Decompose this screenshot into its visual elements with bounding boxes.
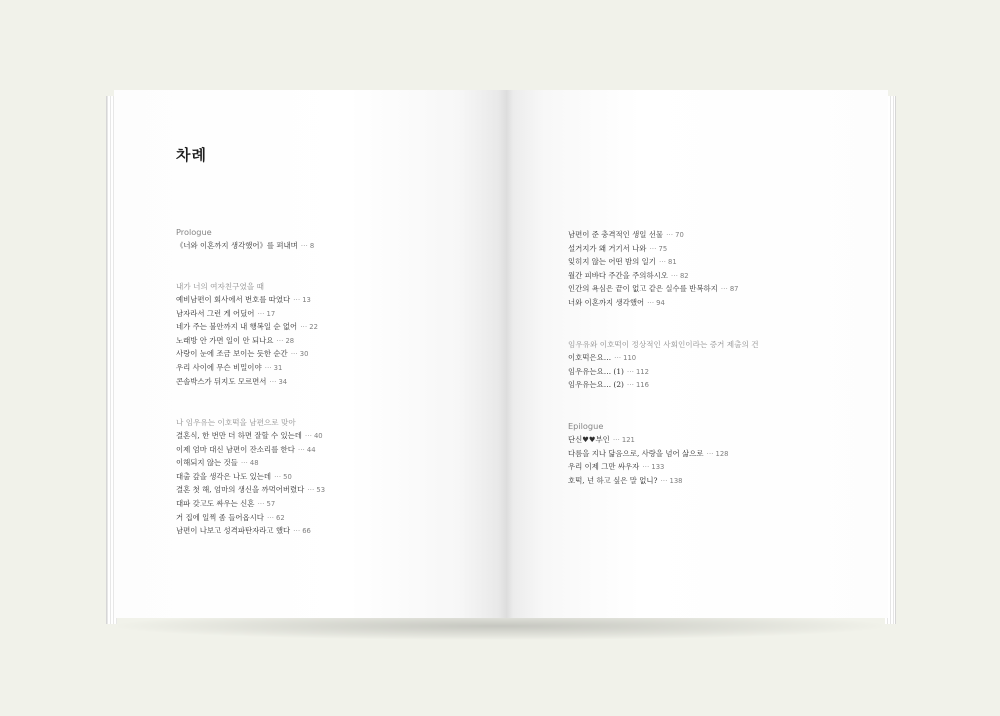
list-item	[176, 320, 318, 334]
entry-page: 133	[651, 463, 665, 472]
list-item	[176, 293, 318, 307]
list-item	[176, 239, 314, 253]
toc-section-part3	[568, 338, 759, 392]
entry-title: 대파 갖고도 싸우는 신혼	[176, 498, 255, 508]
list-item	[568, 228, 738, 242]
entry-page: 31	[273, 363, 283, 372]
entry-page: 70	[675, 231, 684, 239]
entry-page: 13	[302, 296, 311, 304]
entry-title: 월간 피바다 주간을 주의하시오	[568, 270, 668, 280]
toc-section-part1	[176, 280, 318, 388]
list-item	[176, 334, 318, 348]
section-heading: 임우유와 이호떡이 정상적인 사회인이라는 증거 제출의 건	[568, 340, 759, 349]
section-heading: Epilogue	[568, 421, 604, 431]
leader-dots: ···	[290, 349, 298, 359]
list-item	[568, 351, 759, 365]
list-item	[568, 378, 759, 392]
entry-title: 우리 이제 그만 싸우자	[568, 462, 640, 472]
entry-title: 남편이 나보고 성격파탄자라고 했다	[176, 526, 291, 536]
list-item	[568, 433, 729, 447]
entry-title: 설거지가 왜 거기서 나와	[568, 243, 647, 253]
leader-dots: ···	[293, 526, 301, 536]
section-heading: 내가 너의 여자친구였을 때	[176, 282, 264, 291]
entry-page: 81	[668, 258, 677, 267]
entry-title: 네가 주는 불안까지 내 행복일 순 없어	[176, 322, 298, 332]
entry-title: 임우유는요… (1)	[568, 366, 624, 376]
list-item	[176, 483, 325, 497]
entry-page: 121	[621, 436, 635, 444]
leader-dots: ···	[660, 475, 668, 485]
entry-page: 87	[729, 285, 739, 294]
list-item	[568, 269, 738, 283]
entry-page: 66	[302, 527, 311, 536]
leader-dots: ···	[658, 257, 666, 267]
entry-page: 62	[276, 513, 285, 522]
entry-page: 82	[679, 271, 689, 280]
open-book	[106, 90, 896, 630]
list-item	[568, 255, 738, 269]
entry-title: 거 집에 일찍 좀 들어옵시다	[176, 512, 264, 522]
entry-page: 30	[299, 350, 309, 359]
entry-page: 110	[623, 354, 637, 362]
list-item	[568, 296, 738, 310]
list-item	[176, 307, 318, 321]
list-item	[176, 456, 325, 470]
leader-dots: ···	[647, 297, 655, 307]
list-item	[568, 365, 759, 379]
leader-dots: ···	[264, 362, 272, 372]
entry-title: 우리 사이에 무슨 비밀이야	[176, 362, 262, 372]
entry-page: 50	[283, 472, 292, 481]
section-heading: 나 임우유는 이호떡을 남편으로 맞아	[176, 418, 296, 427]
entry-page: 22	[309, 323, 318, 332]
leader-dots: ···	[307, 485, 315, 495]
leader-dots: ···	[642, 462, 650, 472]
list-item	[176, 347, 318, 361]
leader-dots: ···	[300, 322, 308, 332]
section-heading: Prologue	[176, 227, 212, 237]
entry-page: 53	[316, 486, 326, 495]
leader-dots: ···	[257, 308, 265, 318]
leader-dots: ···	[274, 471, 282, 481]
leader-dots: ···	[293, 295, 301, 304]
list-item	[176, 470, 325, 484]
leader-dots: ···	[300, 241, 308, 250]
entry-page: 40	[313, 432, 323, 440]
leader-dots: ···	[266, 512, 274, 522]
entry-page: 116	[635, 381, 649, 390]
entry-page: 128	[715, 449, 729, 458]
list-item	[176, 429, 325, 443]
entry-title: 잊히지 않는 어떤 밤의 일기	[568, 257, 656, 267]
leader-dots: ···	[276, 335, 284, 345]
leader-dots: ···	[666, 230, 674, 239]
leader-dots: ···	[626, 366, 634, 376]
toc-section-part2-cont	[568, 228, 738, 310]
list-item	[176, 511, 325, 525]
toc-section-part2	[176, 416, 325, 538]
toc-title: 차례	[176, 146, 207, 164]
entry-page: 138	[669, 476, 683, 485]
list-item	[568, 460, 729, 474]
entry-title: 예비남편이 회사에서 번호를 따였다	[176, 295, 291, 304]
toc-section-prologue	[176, 226, 314, 253]
entry-page: 17	[266, 309, 276, 318]
leader-dots: ···	[706, 448, 714, 458]
entry-title: 인간의 욕심은 끝이 없고 같은 실수를 반복하지	[568, 284, 718, 294]
entry-title: 너와 이혼까지 생각했어	[568, 297, 645, 307]
entry-title: 사랑이 눈에 조금 보이는 듯한 순간	[176, 349, 288, 359]
leader-dots: ···	[626, 380, 634, 390]
list-item	[568, 447, 729, 461]
list-item	[176, 524, 325, 538]
leader-dots: ···	[614, 353, 622, 362]
entry-title: 다름을 지나 닮음으로, 사랑을 넘어 삶으로	[568, 448, 704, 458]
list-item	[176, 375, 318, 389]
list-item	[176, 443, 325, 457]
entry-title: 이해되지 않는 것들	[176, 458, 238, 468]
entry-title: 이제 엄마 대신 남편이 잔소리를 한다	[176, 444, 295, 454]
list-item	[176, 361, 318, 375]
entry-page: 57	[266, 499, 276, 508]
leader-dots: ···	[297, 444, 305, 454]
leader-dots: ···	[269, 376, 277, 386]
toc-section-epilogue	[568, 420, 729, 487]
entry-title: 《너와 이혼까지 생각했어》를 펴내며	[176, 241, 298, 250]
leader-dots: ···	[257, 498, 265, 508]
leader-dots: ···	[670, 270, 678, 280]
entry-title: 대출 갚을 생각은 나도 있는데	[176, 471, 272, 481]
list-item	[176, 497, 325, 511]
entry-page: 8	[309, 242, 315, 250]
entry-title: 임우유는요… (2)	[568, 380, 624, 390]
entry-title: 콘솔박스가 뒤지도 모르면서	[176, 376, 267, 386]
entry-title: 단신♥♥부인	[568, 435, 610, 444]
entry-page: 48	[249, 459, 259, 468]
leader-dots: ···	[612, 435, 620, 444]
list-item	[568, 282, 738, 296]
entry-title: 남편이 준 충격적인 생일 선물	[568, 230, 664, 239]
leader-dots: ···	[240, 458, 248, 468]
entry-title: 이호떡은요…	[568, 353, 612, 362]
entry-title: 남자라서 그런 게 어딨어	[176, 308, 255, 318]
leader-dots: ···	[720, 284, 728, 294]
entry-title: 노래방 안 가면 일이 안 되나요	[176, 335, 274, 345]
leader-dots: ···	[304, 431, 312, 440]
list-item	[568, 242, 738, 256]
list-item	[568, 474, 729, 488]
entry-title: 결혼 첫 해, 엄마의 생신을 까먹어버렸다	[176, 485, 305, 495]
entry-page: 94	[656, 298, 665, 307]
leader-dots: ···	[649, 243, 657, 253]
right-page	[506, 90, 888, 618]
left-page	[114, 90, 506, 618]
entry-page: 34	[278, 377, 288, 386]
entry-page: 75	[658, 244, 668, 253]
entry-title: 결혼식, 한 번만 더 하면 잘할 수 있는데	[176, 431, 302, 440]
entry-title: 호떡, 넌 하고 싶은 말 없니?	[568, 475, 658, 485]
entry-page: 44	[306, 445, 316, 454]
entry-page: 28	[285, 336, 295, 345]
entry-page: 112	[635, 367, 649, 376]
